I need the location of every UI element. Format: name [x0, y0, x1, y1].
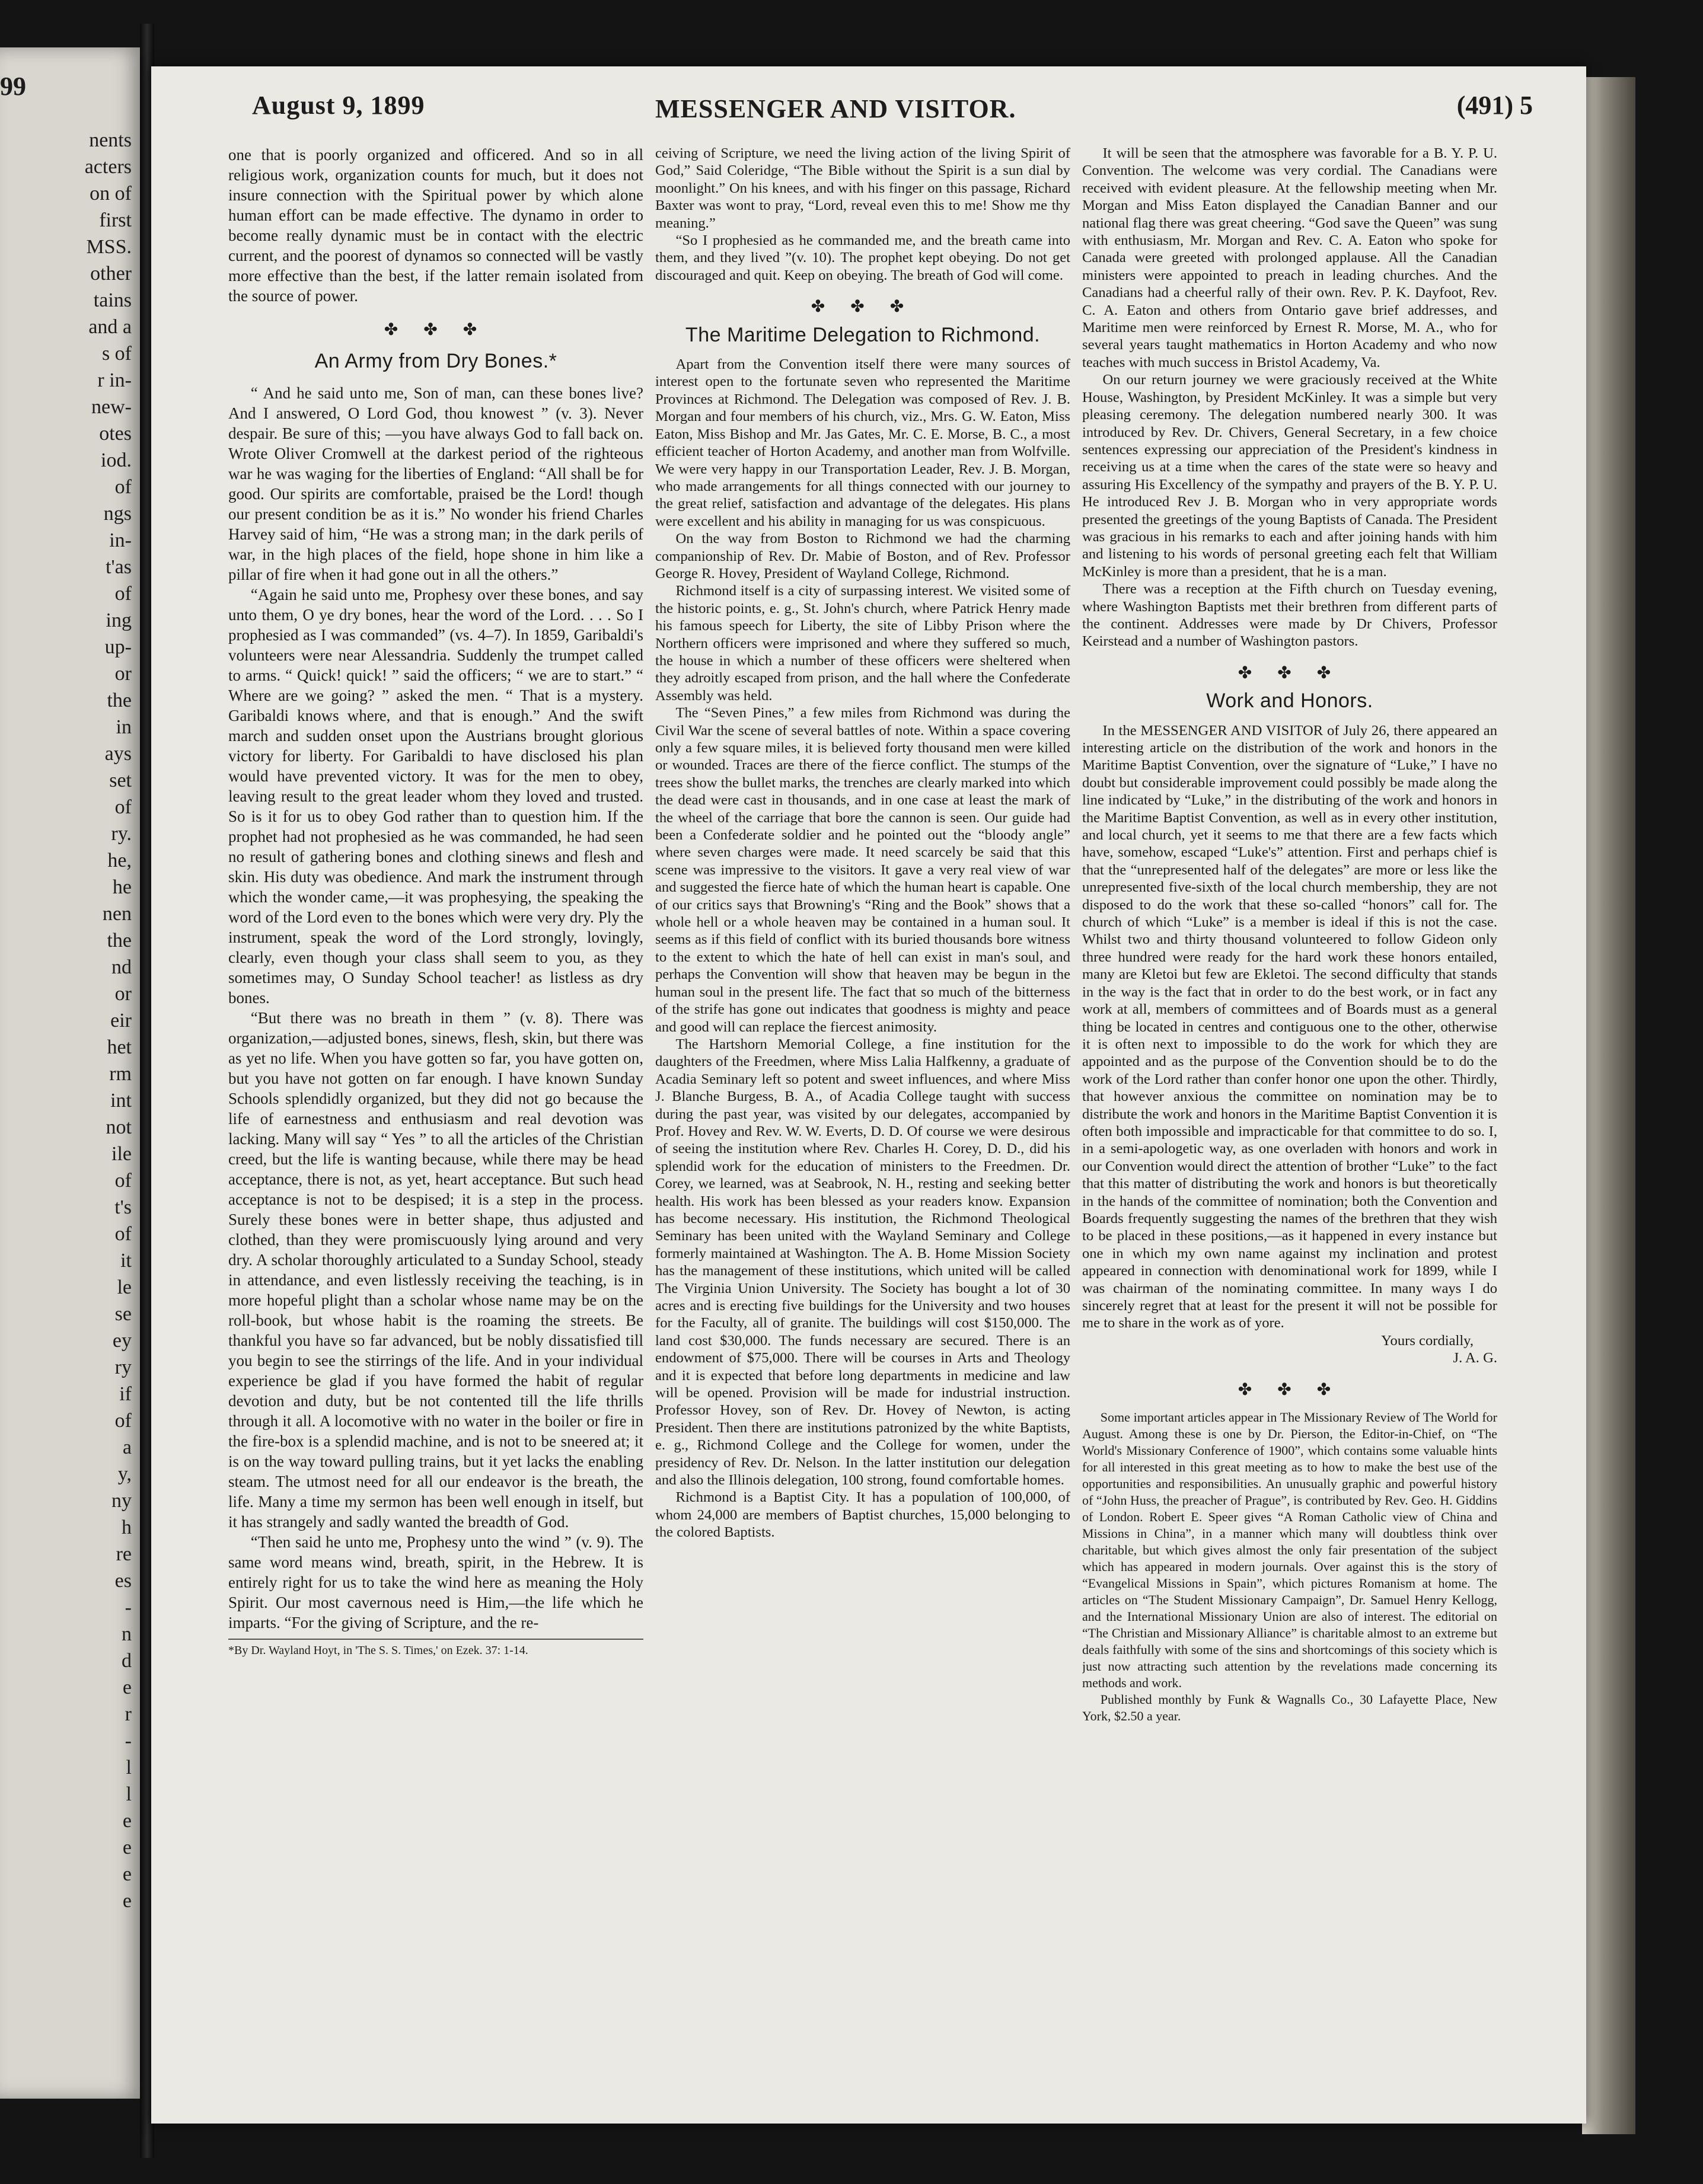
article-paragraph: Apart from the Convention itself there were many sources of interest open to the fortunate seven who represented the Maritime Provinces at Richmond. The Delegation was composed of Rev. J. B. Morgan and four members of his church, viz., Mrs. G. W. Eaton, Miss Eaton, Miss Bishop and Mr. Jas Gates, Mr. C. E. Morse, B. C., a most efficient teacher of Horton Academy, and another man from Wolfville. We were very happy in our Transportation Leader, Rev. J. B. Morgan, who made arrangements for all things connected with our journey to the great relief, satisfaction and advantage of the delegates. His plans were excellent and his ability in managing for us was conspicuous.: [655, 356, 1070, 529]
previous-page-fragment: in-: [109, 529, 132, 551]
article-heading-army-dry-bones: An Army from Dry Bones.*: [314, 350, 557, 372]
article-paragraph: “Then said he unto me, Prophesy unto the wind ” (v. 9). The same word means wind, breath, spirit, in the Hebrew. It is entirely right for us to take the wind here as meaning the Holy Spirit. Our most cavernous need is Him,—the life which he imparts. “For the giving of Scripture, and the re-: [228, 1533, 643, 1631]
article-paragraph: “But there was no breath in them ” (v. 8). There was organization,—adjusted bones, sinews, flesh, skin, but there was as yet no life. When you have gotten so far, you have gotten on, but you have not gotten on far enough. I have known Sunday Schools splendidly organized, but they did not go because the life of earnestness and enthusiasm and real devotion was lacking. Many will say “ Yes ” to all the articles of the Christian creed, but the life is wanting because, while there may be head acceptance, there is not, as yet, heart acceptance. But such head acceptance is not to be despised; it is a step in the process. Surely these bones were in better shape, thus adjusted and clothed, than they were promiscuously lying around and very dry. A scholar thoroughly articulated to a Sunday School, steady in attendance, and even listlessly receiving the teaching, is in more hopeful plight than a scholar whose name may be on the roll-book, but whose habit is the roaming the streets. Be thankful you have so far advanced, but be nobly dissatisfied till you begin to see the stirrings of the life. And in your individual experience be glad if you have formed the habit of regular devotion and duty, but be not contented till the life thrills through it all. A locomotive with no water in the boiler or fire in the fire-box is a splendid machine, and is not to be sneered at; it is on the way toward pulling trains, but it yet lacks the enabling steam. The utmost need for all our endeavor is the breath, the life. Many a time my sermon has been well enough in itself, but it has strangely and sadly wanted the breadth of God.: [228, 1009, 643, 1531]
letter-closing: Yours cordially,: [1381, 1332, 1474, 1349]
section-ornament: ✤ ✤ ✤: [811, 298, 915, 317]
previous-page-fragment: ays: [104, 743, 132, 765]
previous-page-fragment: nd: [111, 956, 132, 978]
previous-page-fragment: e: [122, 1863, 132, 1885]
previous-page-fragment: tains: [93, 289, 132, 311]
previous-page-fragment: of: [114, 476, 132, 498]
previous-page-fragment: rm: [109, 1063, 132, 1085]
article-paragraph: On our return journey we were graciously received at the White House, Washington, by President McKinley. It was a simple but very pleasing ceremony. The delegation numbered nearly 300. It was introduced by Rev. Dr. Chivers, General Secretary, in a few choice sentences expressing our appreciation of the President's kindness in receiving us at a time when the cares of the state were so heavy and assuring His Excellency of the sympathy and prayers of the B. Y. P. U. He introduced Rev J. B. Morgan who in very appropriate words presented the greetings of the young Baptists of Canada. The President was gracious in his remarks to each and after joining hands with him and listening to his words of personal greeting each felt that William McKinley is more than a president, that he is a man.: [1082, 372, 1497, 580]
previous-page-fragment: he,: [107, 850, 132, 871]
previous-page-fragment: e: [122, 1677, 132, 1698]
previous-page-fragment: MSS.: [86, 236, 132, 258]
article-paragraph: Richmond is a Baptist City. It has a population of 100,000, of whom 24,000 are members of Baptist churches, 15,000 belonging to the colored Baptists.: [655, 1489, 1070, 1541]
previous-page-fragment: ry.: [111, 823, 132, 845]
column-2-intro-paragraph: “So I prophesied as he commanded me, and the breath came into them, and they lived ”(v. 10). The prophet kept obeying. Do not get discouraged and quit. Keep on obeying. The breath of God will come.: [655, 232, 1070, 283]
previous-page-fragment: it: [120, 1250, 132, 1272]
article-paragraph: It will be seen that the atmosphere was favorable for a B. Y. P. U. Convention. The welcome was very cordial. The Canadians were received with evident pleasure. At the fellowship meeting when Mr. Morgan and Miss Eaton displayed the Canadian Banner and our national flag there was great cheering. “God save the Queen” was sung with enthusiasm, Mr. Morgan and Rev. C. A. Eaton who spoke for Canada were greeted with prolonged applause. All the Canadian ministers were appointed to preach in leading churches. And the Canadians had a cheerful rally of their own. Rev. P. K. Dayfoot, Rev. C. A. Eaton and others from Ontario gave brief addresses, and Maritime men were reinforced by Ernest R. Morse, M. A., who for several years taught mathematics in Horton Academy and who now teaches with much success in Bristol Academy, Va.: [1082, 145, 1497, 371]
previous-page-fragment: up-: [104, 636, 132, 658]
article-paragraph: Richmond itself is a city of surpassing interest. We visited some of the historic points, e. g., St. John's church, where Patrick Henry made his famous speech for Liberty, the site of Libby Prison where the Northern officers were imprisoned and where they suffered so much, the house in which a number of these officers were sheltered when they adroitly escaped from prison, and the hall where the Confederate Assembly was held.: [655, 583, 1070, 704]
previous-page-fragment: he: [112, 876, 132, 898]
article-paragraph: “ And he said unto me, Son of man, can these bones live? And I answered, O Lord God, thou knowest ” (v. 3). Never despair. Be sure of this; —you have always God to fall back on. Wrote Oliver Cromwell at the darkest period of the righteous war he was waging for the liberties of England: “All shall be for good. Our spirits are comfortable, praised be the Lord! though our present condition be as it is.” No wonder his friend Charles Harvey said of him, “He was a strong man; in the dark perils of war, in the high places of the field, hope shone in him like a pillar of fire when it had gone out in all the others.”: [228, 384, 643, 583]
column-2-intro: ceiving of Scripture, we need the living action of the living Spirit of God,” Said Coleridge, “The Bible without the Spirit is a sun dial by moonlight.” On his knees, and with his finger on this passage, Richard Baxter was wont to pray, “Lord, reveal even this to me! Show me thy meaning.”: [655, 145, 1070, 231]
previous-page-fragment: y,: [117, 1463, 132, 1485]
previous-page-fragment: het: [107, 1036, 132, 1058]
article-paragraph: “Again he said unto me, Prophesy over these bones, and say unto them, O ye dry bones, hear the word of the Lord. . . . So I prophesied as I was commanded” (vs. 4–7). In 1859, Garibaldi's volunteers were near Alessandria. Suddenly the trumpet called to arms. “ Quick! quick! ” said the officers; “ we are to start.” “ Where are we going? ” asked the men. “ That is a mystery. Garibaldi knows where, and that is enough.” And the swift march and sudden onset upon the Austrians brought glorious victory for liberty. For Garibaldi to have disclosed his plan would have prevented victory. It was for the men to obey, leaving result to the great leader whom they loved and trusted. So is it for us to obey God rather than to question him. If the prophet had not prophesied as he was commanded, he had seen no result of gathering bones and clothing sinews and flesh and skin. His duty was obedience. And mark the instrument through which the wonder came,—it was prophesying, the speaking the word of the Lord even to the bones which were very dry. Ply the instrument, speak the word of the Lord strongly, lovingly, clearly, even though your class shall seem to you, as they sometimes may, O Sunday School teacher! as listless as dry bones.: [228, 586, 643, 1007]
previous-page-fragment: re: [116, 1543, 132, 1565]
previous-page-fragment: h: [122, 1516, 132, 1538]
header-date: August 9, 1899: [252, 91, 425, 120]
previous-page-fragment: l: [126, 1783, 132, 1805]
header-page-number: (491) 5: [1456, 91, 1533, 120]
article-paragraph: In the MESSENGER AND VISITOR of July 26, there appeared an interesting article on the distribution of the work and honors in the Maritime Baptist Convention, over the signature of “Luke,” I have no doubt but considerable improvement could possibly be made along the line indicated by “Luke,” in the distributing of the work and honors in the Maritime Baptist Convention, as well as in every other institution, and local church, yet it seems to me that there are a few facts which have, somehow, escaped “Luke's” attention. First and perhaps chief is that the “unrepresented half of the delegates” are more or less like the unrepresented five-sixth of the local church membership, they are not disposed to do the work that these so-called “honors” call for. The church of which “Luke” is a member is ideal if this is not the case. Whilst two and thirty thousand volunteered to follow Gideon only three hundred were ready for the hard work these honors entailed, many are Kletoi but few are Ekletoi. The second difficulty that stands in the way is the fact that in order to do the best work, or in fact any work at all, members of committees and of Boards must as a general thing be located in centres and contiguous one to the other, otherwise it is often next to impossible to do the work for which they are appointed and as the purpose of the Convention should be to do the work of the Lord rather than confer honor one upon the other. Thirdly, that however anxious the committee on nomination may be to distribute the work and honors in the Maritime Baptist Convention it is often both impossible and impracticable for that committee to do so. I, in a semi-apologetic way, as one overladen with honors and work in our Convention would direct the attention of brother “Luke” to the fact that this matter of distributing the work and honors is but theoretically in the hands of the committee of nomination; both the Convention and Boards frequently suggesting the names of the brethren that they wish to be placed in these positions,—as it happened in every instance but one in which my own name against my inclination and protest appeared in connection with denominational work for 1899, while I was chairman of the nominating committee. In many ways I do sincerely regret that at least for the present it will not be possible for me to share in the work as of yore.: [1082, 722, 1497, 1332]
letter-signature: J. A. G.: [1453, 1350, 1497, 1366]
previous-page-fragment: ny: [111, 1490, 132, 1512]
column-3: [1082, 145, 1497, 2095]
previous-page-fragment: in: [116, 716, 132, 738]
previous-page-fragment: ing: [106, 609, 132, 631]
section-ornament: ✤ ✤ ✤: [1238, 1380, 1342, 1399]
column-1-intro: one that is poorly organized and officered. And so in all religious work, organization counts for much, but it does not insure connection with the Spiritual power by which alone human effort can be made effective. The dynamo in order to become really dynamic must be in contact with the electric current, and the poorest of dynamos so connected will be vastly more effective than the best, if the latter remain isolated from the source of power.: [228, 146, 643, 305]
previous-page-fragment: other: [90, 263, 132, 285]
previous-page-fragment: and a: [88, 316, 132, 338]
previous-page-fragment: of: [114, 796, 132, 818]
section-ornament: ✤ ✤ ✤: [384, 321, 488, 339]
previous-page-fragment: t'as: [106, 556, 132, 578]
previous-page-fragment: of: [114, 1170, 132, 1192]
previous-page-fragment: or: [114, 663, 132, 685]
article-heading-maritime-delegation: The Maritime Delegation to Richmond.: [685, 323, 1041, 346]
previous-page-fragment: nen: [102, 903, 132, 925]
section-ornament: ✤ ✤ ✤: [1238, 663, 1342, 682]
previous-page-fragment: a: [122, 1436, 132, 1458]
newspaper-page: [151, 66, 1586, 2124]
column-1: [228, 145, 643, 2095]
column-2: [655, 145, 1070, 2095]
previous-page-fragment: r: [125, 1703, 132, 1725]
footnote: *By Dr. Wayland Hoyt, in 'The S. S. Times,' on Ezek. 37: 1-14.: [228, 1639, 643, 1658]
article-paragraph: The Hartshorn Memorial College, a fine institution for the daughters of the Freedmen, where Miss Lalia Halfkenny, a graduate of Acadia Seminary left so potent and sweet influences, and where Miss J. Blanche Burgess, B. A., of Acadia College taught with success during the past year, was visited by our delegates, accompanied by Prof. Hovey and Rev. W. W. Everts, D. D. Of course we were desirous of seeing the institution where Rev. Charles H. Corey, D. D., did his splendid work for the education of ministers to the Freedmen. Dr. Corey, we learned, was at Seabrook, N. H., resting and seeking better health. His work has been blessed as your readers know. Expansion has become necessary. His institution, the Richmond Theological Seminary has been united with the Wayland Seminary and College formerly maintained at Washington. The A. B. Home Mission Society has the management of these institutions, which united will be called The Virginia Union University. The Society has bought a lot of 30 acres and is erecting five buildings for the University and two houses for the Faculty, all of granite. The buildings will cost $150,000. The land cost $30,000. The funds necessary are secured. There is an endowment of $75,000. There will be courses in Arts and Theology and it is expected that before long departments in medicine and law will be opened. Provision will be made for industrial instruction. Professor Hovey, son of Rev. Dr. Hovey of Newton, is acting President. Then there are institutions patronized by the white Baptists, e. g., Richmond College and the College for women, under the presidency of Rev. Dr. Nelson. In the latter institution our delegation and also the Illinois delegation, 100 strong, found comfortable homes.: [655, 1036, 1070, 1489]
previous-page-fragment: r in-: [97, 369, 132, 391]
review-paragraph: Some important articles appear in The Missionary Review of The World for August. Among these is one by Dr. Pierson, the Editor-in-Chief, on “The World's Missionary Conference of 1900”, which contains some valuable hints for all interested in this great meeting as to how to make the best use of the opportunities and responsibilities. An unusually graphic and powerful history of “John Huss, the preacher of Prague”, is contributed by Rev. Geo. H. Giddins of London. Robert E. Speer gives “A Roman Catholic view of China and Missions in China”, in a manner which many will doubtless think over charitable, but which gives almost the only fair presentation of the subject which has appeared in modern journals. Over against this is the story of “Evangelical Missions in Spain”, which pictures Romanism at home. The articles on “The Student Missionary Campaign”, Dr. Samuel Henry Kellogg, and the International Missionary Union are also of interest. The editorial on “The Christian and Missionary Alliance” is charitable almost to an extreme but deals faithfully with some of the sins and shortcomings of this society which is just now attracting such attention by the revelations made concerning its methods and work.: [1082, 1410, 1497, 1691]
previous-page-fragment: iod.: [101, 449, 132, 471]
article-paragraph: There was a reception at the Fifth church on Tuesday evening, where Washington Baptists met their brethren from different parts of the continent. Addresses were made by Dr Chivers, Professor Keirstead and a number of Washington pastors.: [1082, 581, 1497, 650]
page-stack-edge: [1582, 77, 1635, 2134]
previous-page-fragment: acters: [84, 156, 132, 178]
previous-page-fragment: if: [119, 1383, 132, 1405]
masthead-title: MESSENGER AND VISITOR.: [655, 94, 1016, 123]
article-heading-work-and-honors: Work and Honors.: [1206, 689, 1373, 713]
previous-page-fragment: of: [114, 1223, 132, 1245]
previous-page-fragment: -: [125, 1597, 132, 1618]
previous-page-fragment: n: [122, 1623, 132, 1645]
previous-page-fragment: otes: [99, 423, 132, 445]
previous-page-fragment: the: [107, 930, 132, 951]
previous-page-strip: [0, 47, 142, 2099]
previous-page-fragment: ile: [111, 1143, 132, 1165]
previous-page-fragment: on of: [90, 183, 132, 205]
previous-page-fragment: not: [106, 1116, 132, 1138]
previous-page-fragment: e: [122, 1890, 132, 1912]
previous-page-fragment: first: [99, 209, 132, 231]
previous-page-fragment: ngs: [103, 503, 132, 525]
previous-page-fragment: the: [107, 689, 132, 711]
previous-page-fragment: -: [125, 1730, 132, 1752]
previous-page-fragment: eir: [110, 1010, 132, 1032]
previous-page-fragment: of: [114, 583, 132, 605]
previous-page-fragment: ry: [114, 1356, 132, 1378]
previous-page-fragment: int: [110, 1090, 132, 1112]
previous-page-fragment: e: [122, 1810, 132, 1832]
previous-page-fragment: new-: [91, 396, 132, 418]
page-header: [252, 90, 1533, 143]
previous-page-fragment: of: [114, 1410, 132, 1432]
previous-page-fragment: d: [122, 1650, 132, 1672]
previous-page-fragment: l: [126, 1757, 132, 1779]
previous-page-fragment: or: [114, 983, 132, 1005]
previous-page-fragment: le: [117, 1276, 132, 1298]
article-paragraph: On the way from Boston to Richmond we had the charming companionship of Rev. Dr. Mabie of Boston, and of Rev. Professor George R. Hovey, President of Wayland College, Richmond.: [655, 531, 1070, 582]
previous-page-fragment: t's: [114, 1196, 132, 1218]
previous-page-fragment: es: [114, 1570, 132, 1592]
previous-page-fragment: se: [114, 1303, 132, 1325]
previous-page-fragment: ey: [112, 1330, 132, 1352]
previous-page-fragment: e: [122, 1837, 132, 1859]
previous-page-fragment: s of: [101, 343, 132, 365]
publisher-note: Published monthly by Funk & Wagnalls Co., 30 Lafayette Place, New York, $2.50 a year.: [1082, 1692, 1497, 1724]
article-paragraph: The “Seven Pines,” a few miles from Richmond was during the Civil War the scene of several battles of note. Within a space covering only a few square miles, it is believed forty thousand men were killed or wounded. Traces are there of the fierce conflict. The stumps of the trees show the bullet marks, the trenches are clearly marked into which the dead were cast in thousands, and in one case at least the mark of the wheel of the carriage that bore the cannon is seen. Our guide had been a Confederate soldier and he pointed out the “bloody angle” where seven charges were made. It need scarcely be said that this scene was impressive to the visitors. It gave a very real view of war and suggested the fierce hate of which the human heart is capable. One of our critics says that Browning's “Ring and the Book” shows that a whole hell or a whole heaven may be contained in a human soul. It seems as if this field of conflict with its buried thousands bore witness to the extent to which the hate of hell can exist in man's soul, and perhaps the Convention will show that heaven may be begun in the human soul in the present life. The fact that so much of the bitterness of the strife has gone out indicates that goodness is mighty and peace and good will can replace the fiercest animosity.: [655, 705, 1070, 1035]
previous-page-number: 99: [0, 72, 26, 101]
previous-page-fragment: nents: [89, 129, 132, 151]
previous-page-fragment: set: [109, 769, 132, 791]
